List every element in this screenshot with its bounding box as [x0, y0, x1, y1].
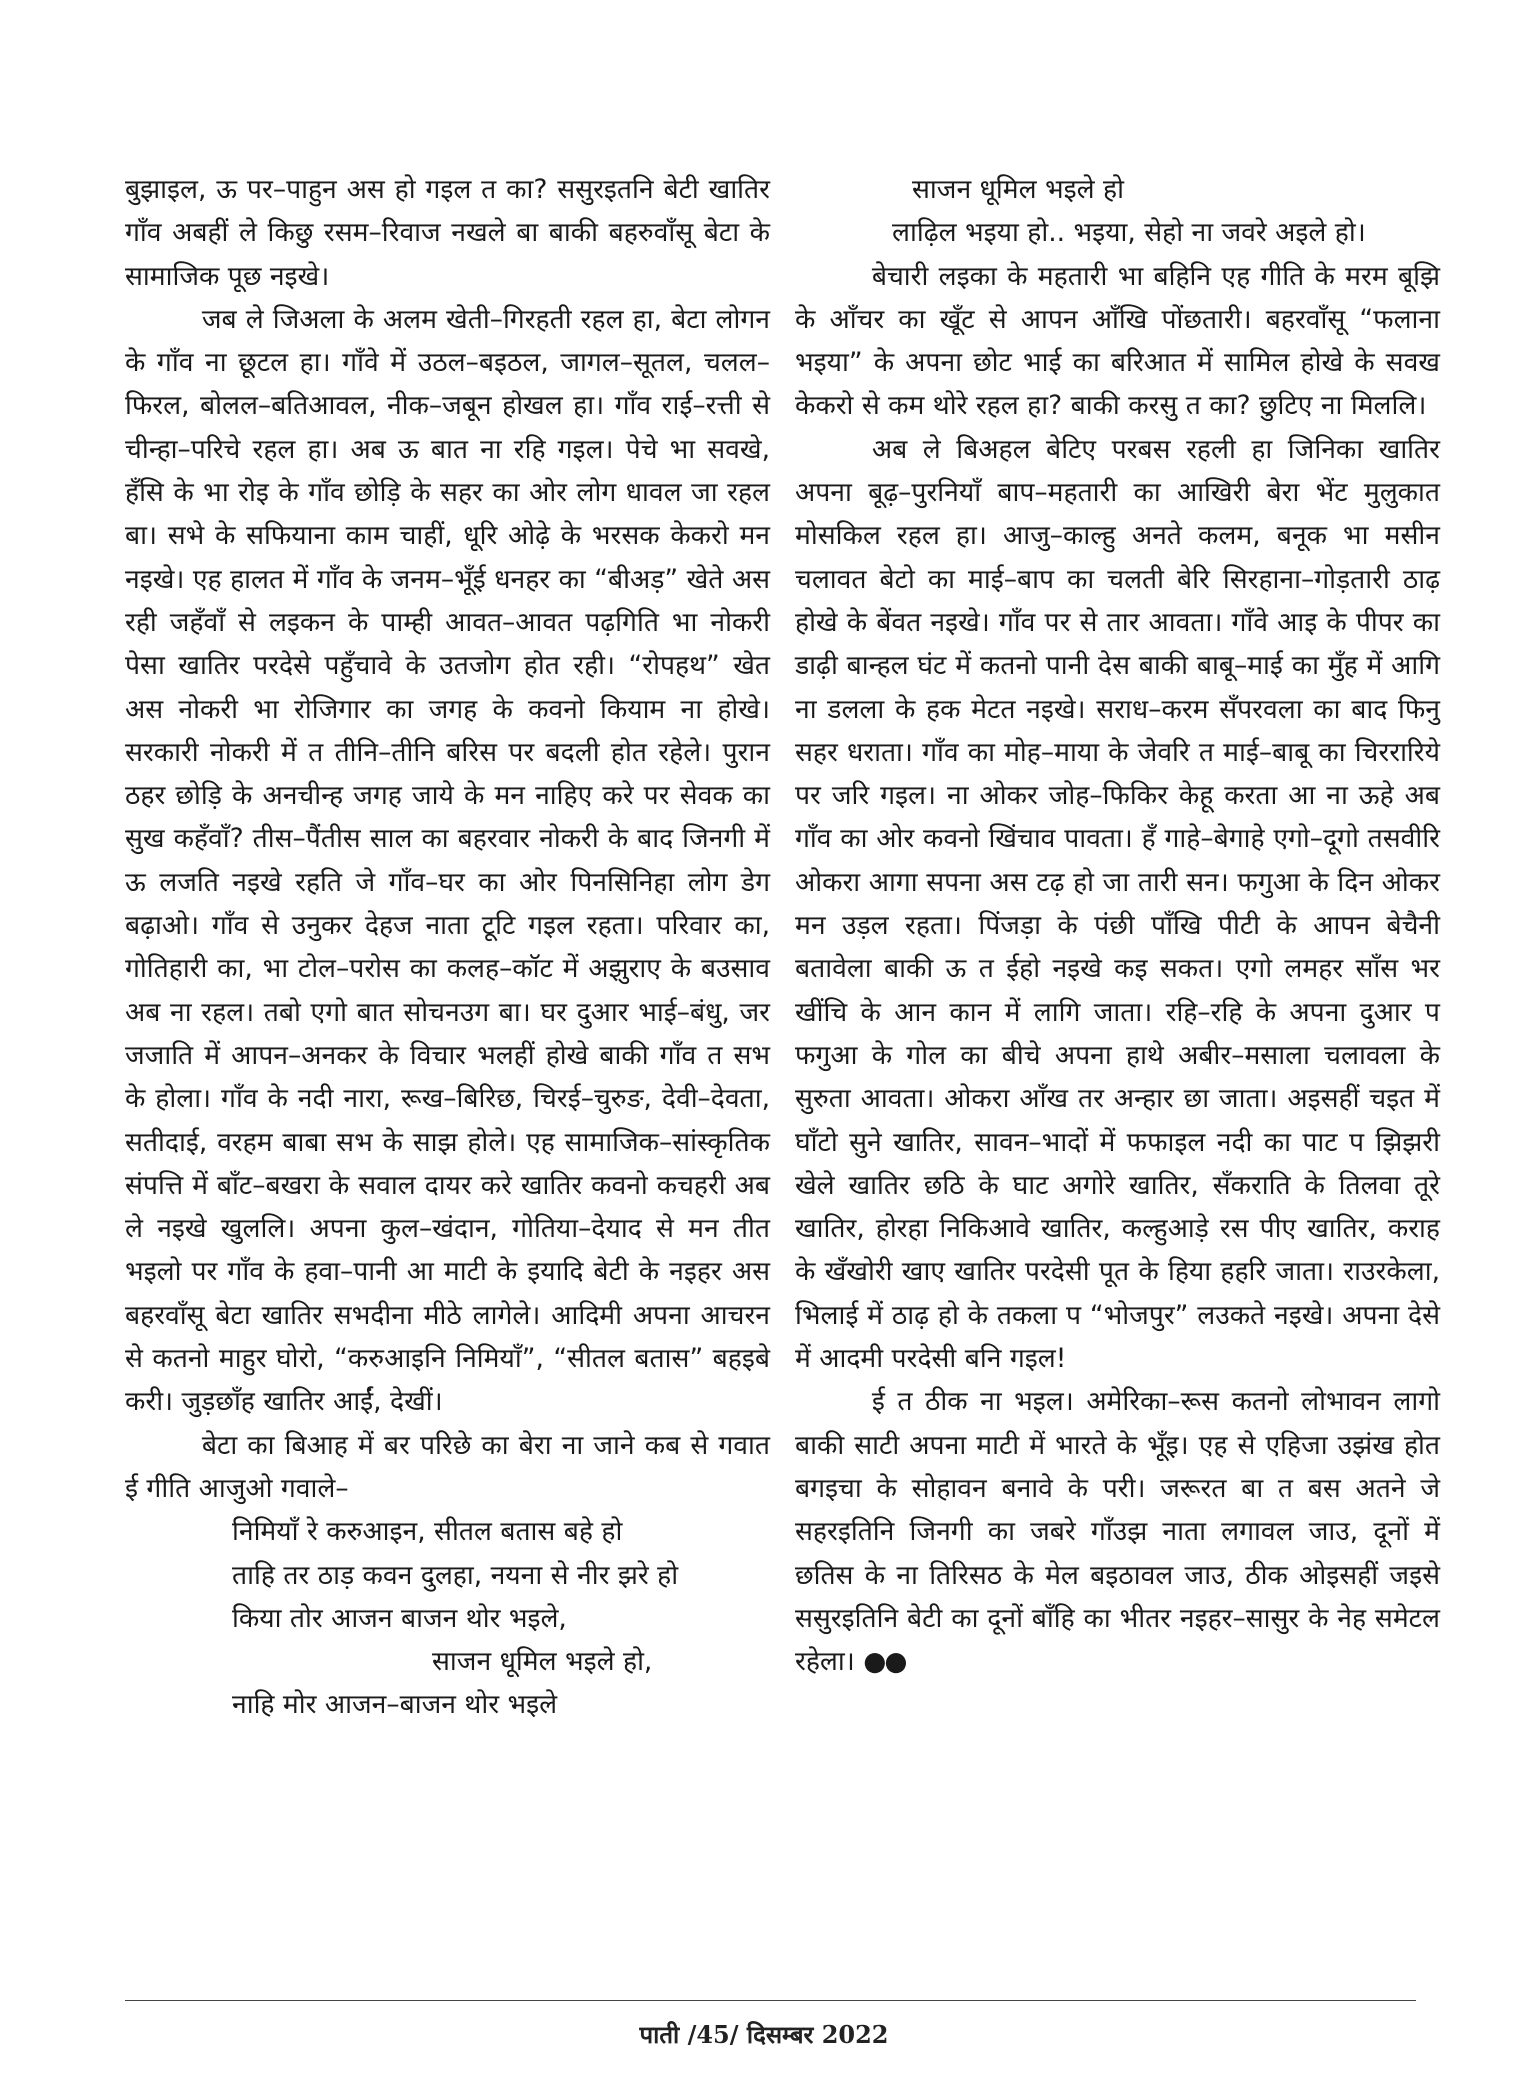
verse-line: नाहि मोर आजन–बाजन थोर भइले	[232, 1689, 558, 1721]
verse-line: ताहि तर ठाड़ कवन दुलहा, नयना से नीर झरे हो	[232, 1559, 679, 1591]
paragraph: बुझाइल, ऊ पर–पाहुन अस हो गइल त का? ससुरइतनि बेटी खातिर गाँव अबहीं ले किछु रसम–रिवाज नखले बा बाकी बहरुवाँसू बेटा के सामाजिक पूछ नइखे।	[125, 174, 770, 292]
page-footer: पाती /45/ दिसम्बर 2022	[639, 2020, 889, 2049]
paragraph-text: ई त ठीक ना भइल। अमेरिका–रूस कतनो लोभावन लागो बाकी साटी अपना माटी में भारते के भूँइ। एह से एहिजा उझंख होत बगइचा के सोहावन बनावे के परी। जरूरत बा त बस अतने जे सहरइतिनि जिनगी का जबरे गाँउझ नाता लगावल जाउ, दूनों में छतिस के ना तिरिसठ के मेल बइठावल जाउ, ठीक ओइसहीं जइसे ससुरइतिनि बेटी का दूनों बाँहि का भीतर नइहर–सासुर के नेह समेटल रहेला।	[795, 1386, 1440, 1678]
verse-line: किया तोर आजन बाजन थोर भइले,	[232, 1602, 567, 1634]
paragraph: बेटा का बिआह में बर परिछे का बेरा ना जाने कब से गवात ई गीति आजुओ गवाले–	[125, 1429, 770, 1504]
verse-line: साजन धूमिल भइले हो	[912, 174, 1124, 205]
verse-line: निमियाँ रे करुआइन, सीतल बतास बहे हो	[232, 1516, 623, 1548]
left-column	[125, 168, 770, 1727]
footer-divider	[125, 2000, 1416, 2001]
right-column	[795, 168, 1440, 1683]
end-mark: ●●	[863, 1646, 906, 1678]
paragraph	[795, 1380, 1440, 1683]
verse-line: लाढ़िल भइया हो.. भइया, सेहो ना जवरे अइले हो।	[892, 217, 1366, 249]
verse-line: साजन धूमिल भइले हो,	[432, 1646, 653, 1678]
paragraph: जब ले जिअला के अलम खेती–गिरहती रहल हा, बेटा लोगन के गाँव ना छूटल हा। गाँवे में उठल–बइठल, जागल–सूतल, चलल–फिरल, बोलल–बतिआवल, नीक–जबून होखल हा। गाँव राई–रत्ती से चीन्हा–परिचे रहल हा। अब ऊ बात ना रहि गइल। पेचे भा सवखे, हँसि के भा रोइ के गाँव छोड़ि के सहर का ओर लोग धावल जा रहल बा। सभे के सफियाना काम चाहीं, धूरि ओढ़े के भरसक केकरो मन नइखे। एह हालत में गाँव के जनम–भूँई धनहर का “बीअड़” खेते अस रही जहँवाँ से लइकन के पाम्ही आवत–आवत पढ़गिति भा नोकरी पेसा खातिर परदेसे पहुँचावे के उतजोग होत रही। “रोपहथ” खेत अस नोकरी भा रोजिगार का जगह के कवनो कियाम ना होखे। सरकारी नोकरी में त तीनि–तीनि बरिस पर बदली होत रहेले। पुरान ठहर छोड़ि के अनचीन्ह जगह जाये के मन नाहिए करे पर सेवक का सुख कहँवाँ? तीस–पैंतीस साल का बहरवार नोकरी के बाद जिनगी में ऊ लजति नइखे रहति जे गाँव–घर का ओर पिनसिनिहा लोग डेग बढ़ाओ। गाँव से उनुकर देहज नाता टूटि गइल रहता। परिवार का, गोतिहारी का, भा टोल–परोस का कलह–कॉट में अझुराए के बउसाव अब ना रहल। तबो एगो बात सोचनउग बा। घर दुआर भाई–बंधु, जर जजाति में आपन–अनकर के विचार भलहीं होखे बाकी गाँव त सभ के होला। गाँव के नदी नारा, रूख–बिरिछ, चिरई–चुरुङ, देवी–देवता, सतीदाई, वरहम बाबा सभ के साझ होले। एह सामाजिक–सांस्कृतिक संपत्ति में बाँट–बखरा के सवाल दायर करे खातिर कवनो कचहरी अब ले नइखे खुललि। अपना कुल–खंदान, गोतिया–देयाद से मन तीत भइलो पर गाँव के हवा–पानी आ माटी के इयादि बेटी के नइहर अस बहरवाँसू बेटा खातिर सभदीना मीठे लागेले। आदिमी अपना आचरन से कतनो माहुर घोरो, “करुआइनि निमियाँ”, “सीतल बतास” बहइबे करी। जुड़छाँह खातिर आईं, देखीं।	[125, 303, 770, 1418]
paragraph: अब ले बिअहल बेटिए परबस रहली हा जिनिका खातिर अपना बूढ़–पुरनियाँ बाप–महतारी का आखिरी बेरा भेंट मुलुकात मोसकिल रहल हा। आजु–काल्हु अनते कलम, बनूक भा मसीन चलावत बेटो का माई–बाप का चलती बेरि सिरहाना–गोड़तारी ठाढ़ होखे के बेंवत नइखे। गाँव पर से तार आवता। गाँवे आइ के पीपर का डाढ़ी बान्हल घंट में कतनो पानी देस बाकी बाबू–माई का मुँह में आगि ना डलला के हक मेटत नइखे। सराध–करम सँपरवला का बाद फिनु सहर धराता। गाँव का मोह–माया के जेवरि त माई–बाबू का चिररारिये पर जरि गइल। ना ओकर जोह–फिकिर केहू करता आ ना ऊहे अब गाँव का ओर कवनो खिंचाव पावता। हँ गाहे–बेगाहे एगो–दूगो तसवीरि ओकरा आगा सपना अस टढ़ हो जा तारी सन। फगुआ के दिन ओकर मन उड़ल रहता। पिंजड़ा के पंछी पाँखि पीटी के आपन बेचैनी बतावेला बाकी ऊ त ईहो नइखे कइ सकत। एगो लमहर साँस भर खींचि के आन कान में लागि जाता। रहि–रहि के अपना दुआर प फगुआ के गोल का बीचे अपना हाथे अबीर–मसाला चलावला के सुरुता आवता। ओकरा आँख तर अन्हार छा जाता। अइसहीं चइत में घाँटो सुने खातिर, सावन–भादों में फफाइल नदी का पाट प झिझरी खेले खातिर छठि के घाट अगोरे खातिर, सँकराति के तिलवा तूरे खातिर, होरहा निकिआवे खातिर, कल्हुआड़े रस पीए खातिर, कराह के खँखोरी खाए खातिर परदेसी पूत के हिया हहरि जाता। राउरकेला, भिलाई में ठाढ़ हो के तकला प “भोजपुर” लउकते नइखे। अपना देसे में आदमी परदेसी बनि गइल!	[795, 433, 1440, 1375]
paragraph: बेचारी लइका के महतारी भा बहिनि एह गीति के मरम बूझि के आँचर का खूँट से आपन आँखि पोंछतारी। बहरवाँसू “फलाना भइया” के अपना छोट भाई का बरिआत में सामिल होखे के सवख केकरो से कम थोरे रहल हा? बाकी करसु त का? छुटिए ना मिललि।	[795, 260, 1440, 422]
